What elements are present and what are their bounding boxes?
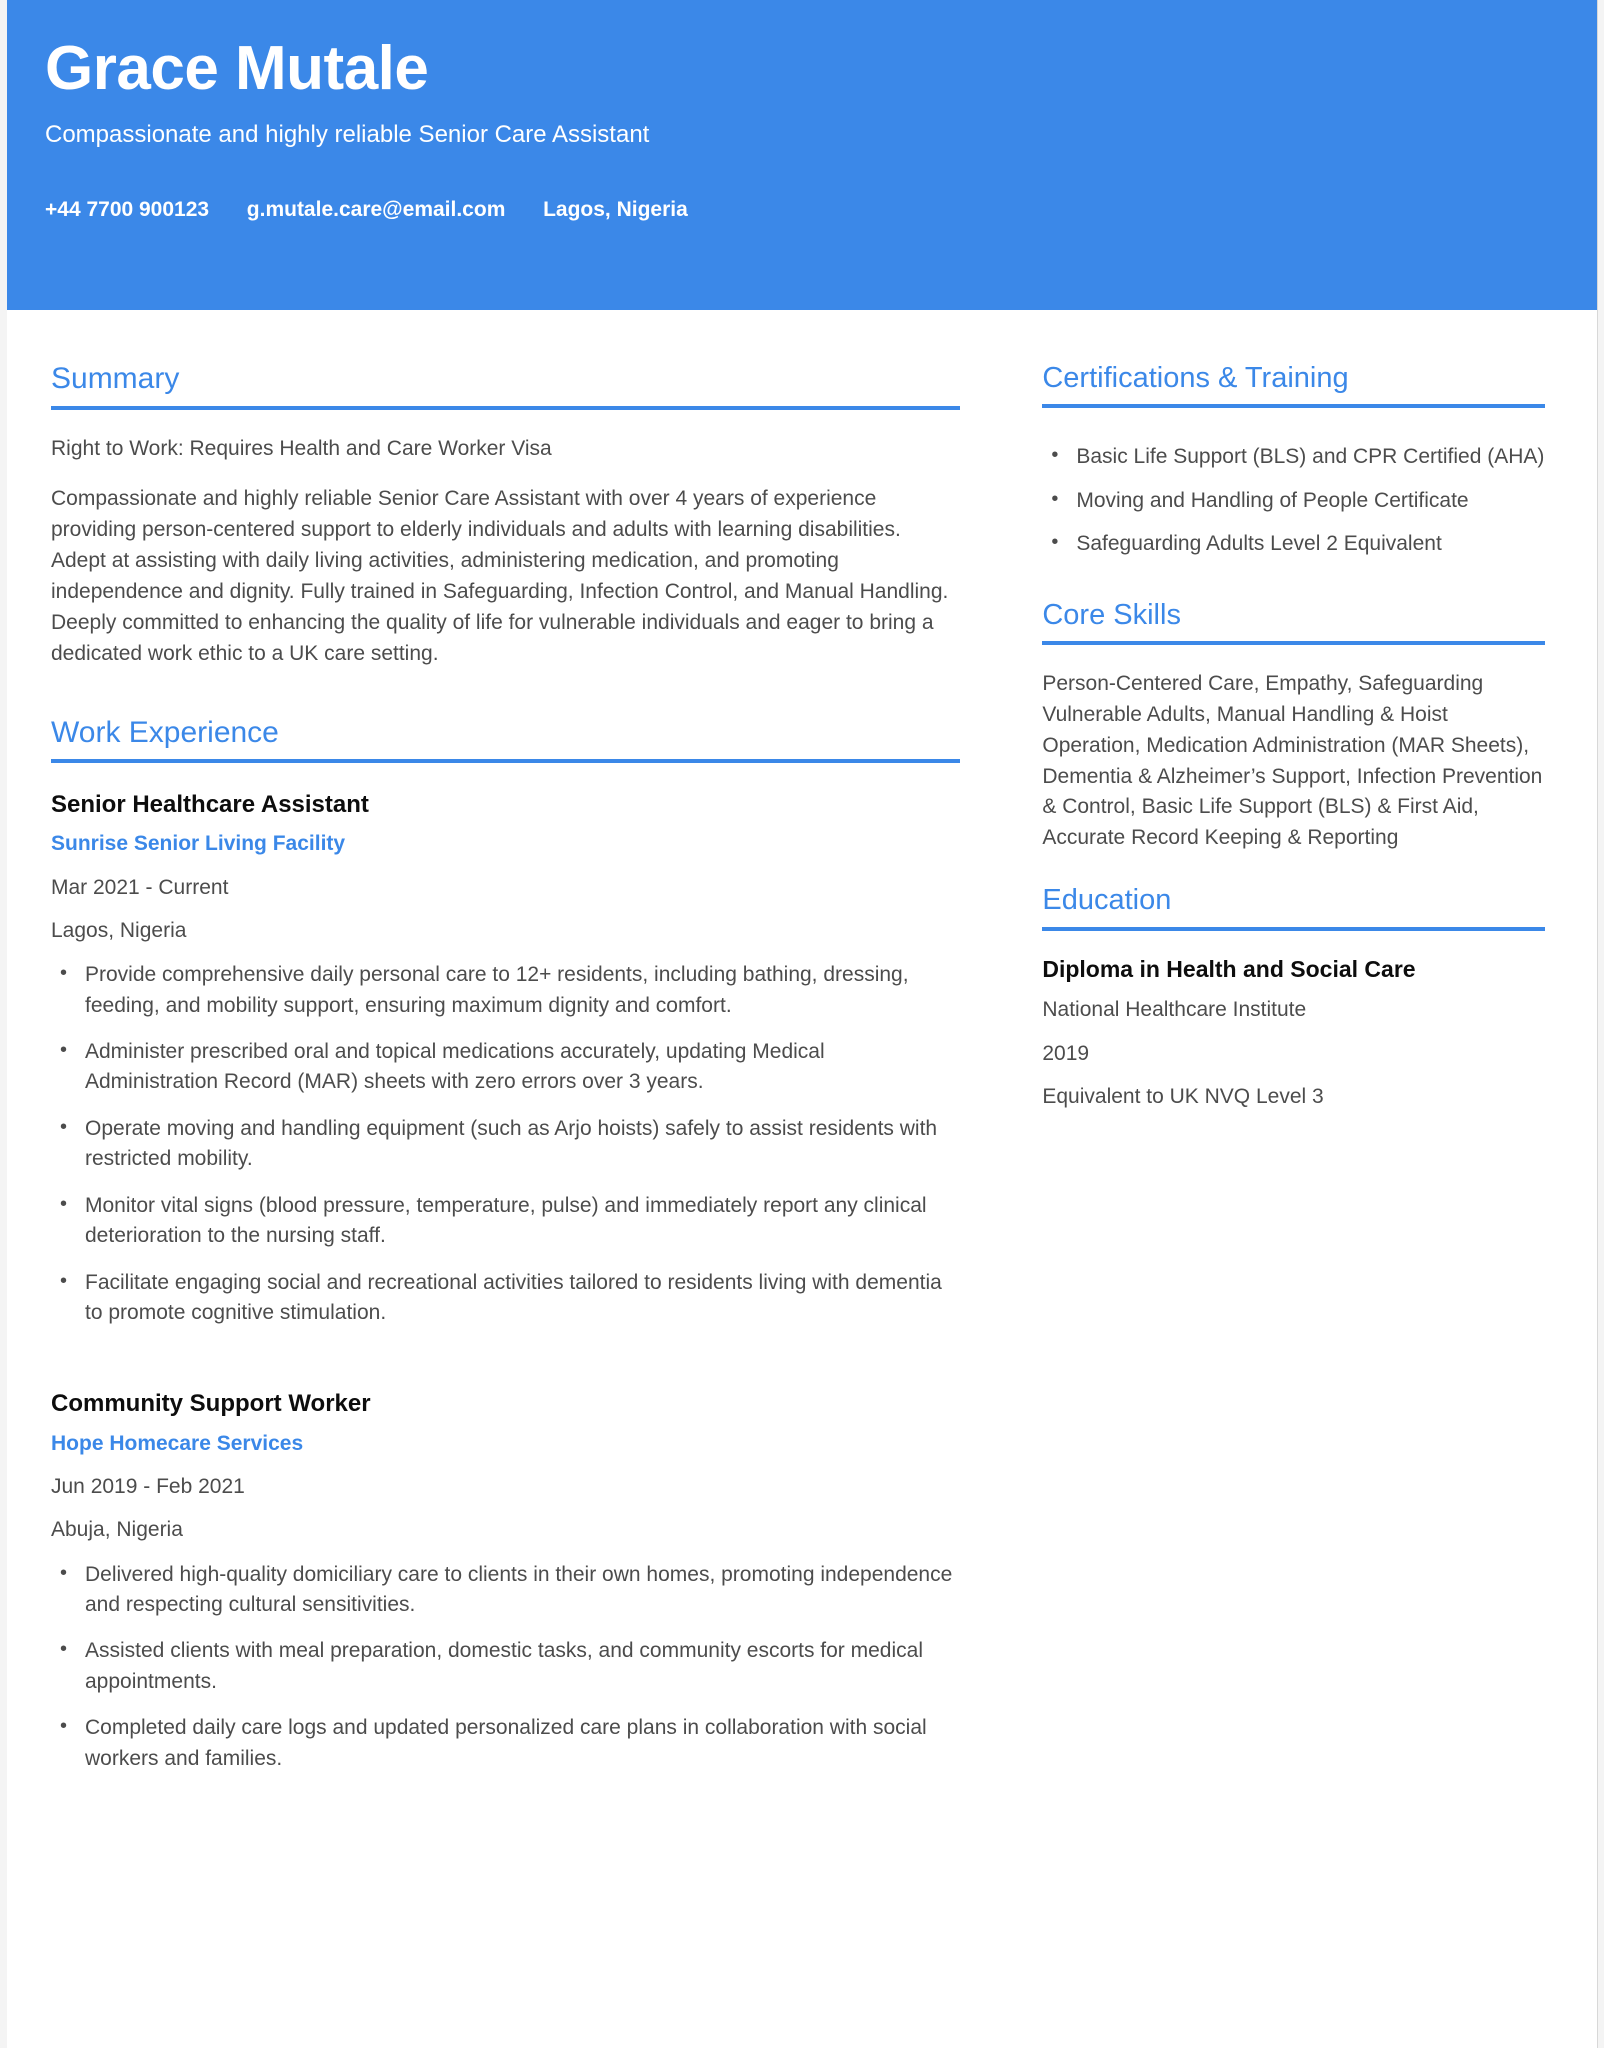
education-note: Equivalent to UK NVQ Level 3 (1042, 1084, 1324, 1108)
resume-header-banner (7, 0, 1597, 310)
section-body-certifications (1042, 414, 1545, 559)
work-entry-location: Lagos, Nigeria (51, 918, 187, 942)
contact-location: Lagos, Nigeria (543, 198, 688, 222)
education-degree: Diploma in Health and Social Care (1042, 955, 1416, 982)
bullet-item: • Completed daily care logs and updated personalized care plans in collaboration with social workers and families. (51, 1713, 960, 1774)
education-year: 2019 (1042, 1041, 1090, 1065)
spacer (1042, 573, 1545, 599)
section-education (1042, 884, 1545, 1110)
bullet-item: • Provide comprehensive daily personal care to 12+ residents, including bathing, dressing, feeding, and mobility support, ensuring maximum dignity and comfort. (51, 960, 960, 1021)
section-title-certifications: Certifications & Training (1042, 362, 1545, 408)
right-column (1020, 310, 1597, 1114)
bullet-item: • Administer prescribed oral and topical medications accurately, updating Medical Administration Record (MAR) sheets with zero errors over 3 years. (51, 1037, 960, 1098)
work-entry-role: Senior Healthcare Assistant (51, 791, 369, 819)
spacer (51, 1328, 960, 1362)
resume-sheet (7, 0, 1598, 2048)
section-body-summary (51, 416, 960, 670)
work-entry-bullets (51, 960, 960, 1328)
bullet-item: • Operate moving and handling equipment (such as Arjo hoists) safely to assist residents with restricted mobility. (51, 1114, 960, 1175)
bullet-item: • Facilitate engaging social and recreational activities tailored to residents living with dementia to promote cognitive stimulation. (51, 1268, 960, 1329)
section-body-core-skills (1042, 651, 1545, 854)
work-entry-organization: Sunrise Senior Living Facility (51, 832, 346, 856)
work-entry-bullets (51, 1560, 960, 1775)
work-entry-location: Abuja, Nigeria (51, 1518, 183, 1542)
resume-body (7, 310, 1597, 1778)
work-entry-organization: Hope Homecare Services (51, 1431, 304, 1455)
education-institution: National Healthcare Institute (1042, 998, 1307, 1022)
bullet-item: • Delivered high-quality domiciliary care to clients in their own homes, promoting independence and respecting cultural sensitivities. (51, 1560, 960, 1621)
work-entry-dates: Jun 2019 - Feb 2021 (51, 1474, 245, 1498)
certification-item: • Moving and Handling of People Certificate (1042, 486, 1545, 516)
section-summary (51, 362, 960, 670)
certifications-list (1042, 442, 1545, 559)
left-column (7, 310, 1020, 1778)
spacer (51, 674, 960, 716)
section-title-education: Education (1042, 884, 1545, 930)
contact-email[interactable]: g.mutale.care@email.com (246, 198, 506, 222)
section-title-summary: Summary (51, 362, 960, 410)
section-title-core-skills: Core Skills (1042, 599, 1545, 645)
core-skills-text: Person-Centered Care, Empathy, Safeguarding Vulnerable Adults, Manual Handling & Hoist Operation, Medication Administration (MAR Sheets), Dementia & Alzheimer’s Support, Infection Prevention & Control, Basic Life Support (BLS) & First Aid, Accurate Record Keeping & Reporting (1042, 672, 1543, 850)
candidate-tagline: Compassionate and highly reliable Senior Care Assistant (45, 120, 650, 148)
summary-statement: Compassionate and highly reliable Senior Care Assistant with over 4 years of experience providing person-centered support to elderly individuals and adults with learning disabilities. Adept at assisting with daily living activities, administering medication, and promoting independence and dignity. Fully trained in Safeguarding, Infection Control, and Manual Handling. Deeply committed to enhancing the quality of life for vulnerable individuals and eager to bring a dedicated work ethic to a UK care setting. (51, 487, 949, 665)
work-entry (51, 1388, 960, 1774)
bullet-item: • Assisted clients with meal preparation, domestic tasks, and community escorts for medical appointments. (51, 1636, 960, 1697)
work-entry (51, 789, 960, 1328)
work-entry-dates: Mar 2021 - Current (51, 875, 229, 899)
contact-info-row (45, 196, 1559, 223)
section-title-work-experience: Work Experience (51, 716, 960, 764)
candidate-name: Grace Mutale (45, 34, 429, 103)
section-core-skills (1042, 599, 1545, 855)
work-entry-role: Community Support Worker (51, 1390, 371, 1418)
section-body-education (1042, 937, 1545, 1111)
contact-phone[interactable]: +44 7700 900123 (45, 198, 210, 222)
section-certifications (1042, 362, 1545, 560)
spacer (1042, 858, 1545, 884)
summary-right-to-work: Right to Work: Requires Health and Care Worker Visa (51, 436, 552, 460)
bullet-item: • Monitor vital signs (blood pressure, temperature, pulse) and immediately report any clinical deterioration to the nursing staff. (51, 1191, 960, 1252)
section-body-work-experience (51, 769, 960, 1774)
section-work-experience (51, 716, 960, 1775)
certification-item: • Safeguarding Adults Level 2 Equivalent (1042, 529, 1545, 559)
certification-item: • Basic Life Support (BLS) and CPR Certified (AHA) (1042, 442, 1545, 472)
